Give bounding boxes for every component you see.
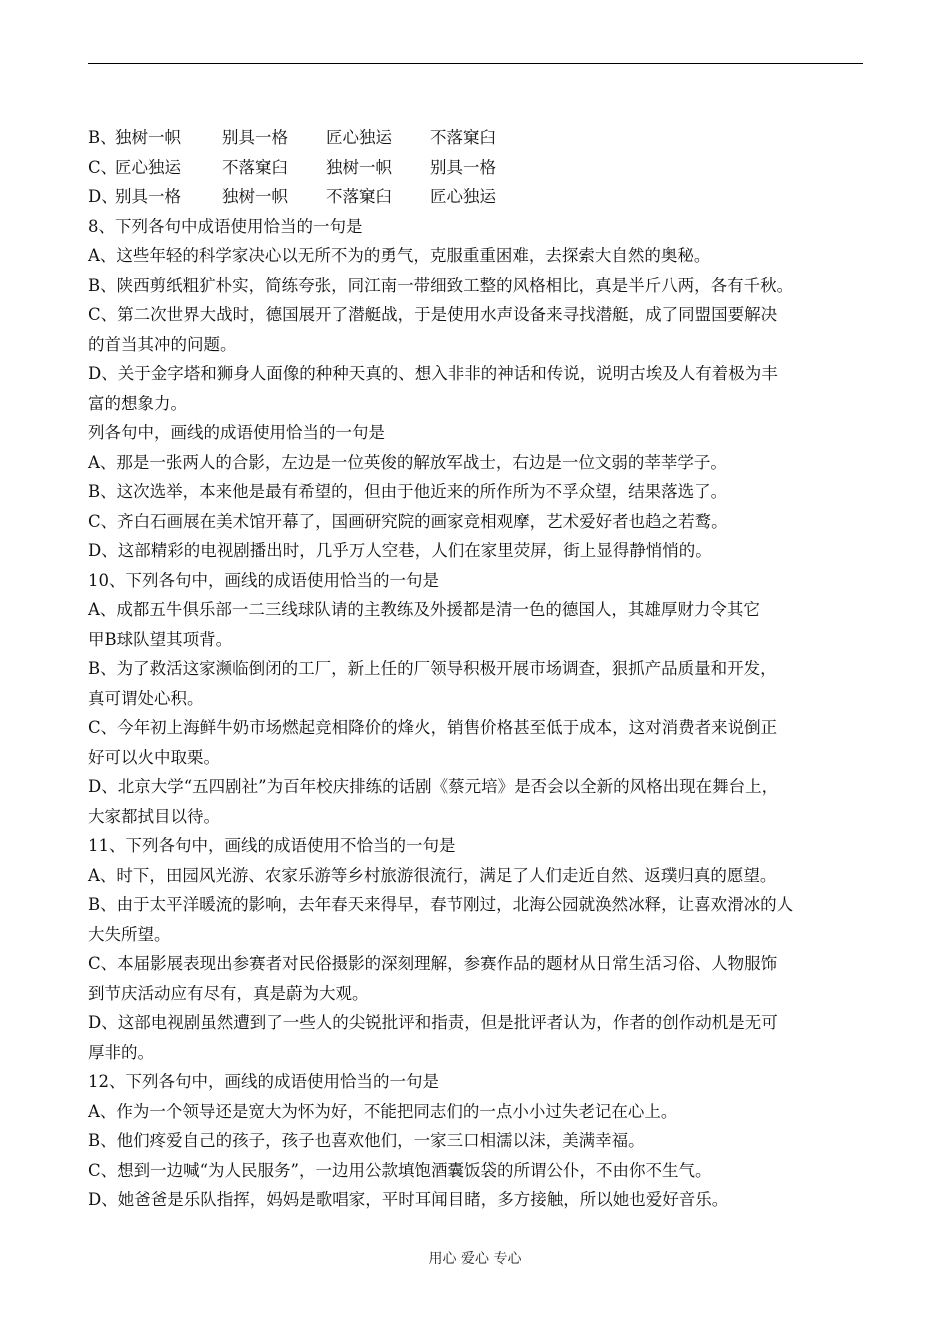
option-item: 不落窠臼 bbox=[326, 187, 392, 206]
question-10-stem: 10、下列各句中，画线的成语使用恰当的一句是 bbox=[88, 570, 439, 590]
question-12-stem: 12、下列各句中，画线的成语使用恰当的一句是 bbox=[88, 1072, 439, 1091]
question-11-option-b: B、由于太平洋暖流的影响，去年春天来得早，春节刚过，北海公园就涣然冰释，让喜欢滑冰的人 bbox=[88, 895, 794, 914]
option-item: 不落窠臼 bbox=[430, 128, 496, 147]
question-10-option-d: D、北京大学“五四剧社”为百年校庆排练的话剧《蔡元培》是否会以全新的风格出现在舞台上， bbox=[88, 777, 779, 796]
option-item: 匠心独运 bbox=[115, 157, 181, 177]
option-label: C、 bbox=[88, 157, 118, 177]
question-12-option-a: A、作为一个领导还是宽大为怀为好，不能把同志们的一点小小过失老记在心上。 bbox=[88, 1101, 678, 1121]
option-row-b bbox=[88, 123, 868, 153]
question-11-option-c: C、本届影展表现出参赛者对民俗摄影的深刻理解，参赛作品的题材从日常生活习俗、人物服饰 bbox=[88, 954, 778, 973]
question-12-option-d: D、她爸爸是乐队指挥，妈妈是歌唱家，平时耳闻目睹，多方接触，所以她也爱好音乐。 bbox=[88, 1190, 729, 1209]
header-rule bbox=[88, 63, 863, 64]
question-9-option-b: B、这次选举，本来他是最有希望的，但由于他近来的所作所为不孚众望，结果落选了。 bbox=[88, 482, 728, 501]
question-9-option-a: A、那是一张两人的合影，左边是一位英俊的解放军战士，右边是一位文弱的莘莘学子。 bbox=[88, 452, 727, 472]
option-row-d bbox=[88, 182, 868, 212]
question-8-option-b: B、陕西剪纸粗犷朴实，简练夸张，同江南一带细致工整的风格相比，真是半斤八两，各有千秋。 bbox=[88, 275, 794, 295]
question-10-option-a-cont: 甲B球队望其项背。 bbox=[88, 629, 233, 649]
question-10-option-d-cont: 大家都拭目以待。 bbox=[88, 806, 220, 826]
question-11-option-b-cont: 大失所望。 bbox=[88, 924, 171, 944]
option-row-c bbox=[88, 153, 868, 183]
question-8-option-d: D、关于金字塔和狮身人面像的种种天真的、想入非非的神话和传说，说明古埃及人有着极为丰 bbox=[88, 364, 778, 383]
question-11-stem: 11、下列各句中，画线的成语使用不恰当的一句是 bbox=[88, 836, 456, 855]
option-item: 匠心独运 bbox=[326, 128, 392, 147]
option-item: 匠心独运 bbox=[430, 187, 496, 206]
document-body bbox=[88, 123, 868, 1215]
option-item: 独树一帜 bbox=[326, 157, 392, 177]
question-9-option-c: C、齐白石画展在美术馆开幕了，国画研究院的画家竞相观摩，艺术爱好者也趋之若鹜。 bbox=[88, 511, 728, 531]
question-11-option-c-cont: 到节庆活动应有尽有，真是蔚为大观。 bbox=[88, 983, 369, 1003]
option-label: D、 bbox=[88, 187, 118, 206]
question-11-option-d-cont: 厚非的。 bbox=[88, 1042, 154, 1062]
page-footer: 用心 爱心 专心 bbox=[428, 1251, 522, 1267]
option-item: 不落窠臼 bbox=[222, 157, 288, 177]
question-11-option-d: D、这部电视剧虽然遭到了一些人的尖锐批评和指责，但是批评者认为，作者的创作动机是无可 bbox=[88, 1013, 778, 1032]
question-10-option-a: A、成都五牛俱乐部一二三线球队请的主教练及外援都是清一色的德国人，其雄厚财力令其它 bbox=[88, 600, 760, 619]
question-12-option-c: C、想到一边喊“为人民服务”，一边用公款填饱酒囊饭袋的所谓公仆，不由你不生气。 bbox=[88, 1160, 712, 1180]
option-item: 独树一帜 bbox=[222, 187, 288, 206]
question-8-stem: 8、下列各句中成语使用恰当的一句是 bbox=[88, 216, 363, 236]
question-10-option-c-cont: 好可以火中取栗。 bbox=[88, 747, 220, 767]
question-9-stem: 列各句中，画线的成语使用恰当的一句是 bbox=[88, 423, 385, 442]
question-8-option-a: A、这些年轻的科学家决心以无所不为的勇气，克服重重困难，去探索大自然的奥秘。 bbox=[88, 246, 711, 265]
question-10-option-b-cont: 真可谓处心积。 bbox=[88, 688, 204, 708]
question-12-option-b: B、他们疼爱自己的孩子，孩子也喜欢他们，一家三口相濡以沫，美满幸福。 bbox=[88, 1131, 645, 1150]
question-10-option-b: B、为了救活这家濒临倒闭的工厂，新上任的厂领导积极开展市场调查，狠抓产品质量和开发， bbox=[88, 659, 777, 678]
question-11-option-a: A、时下，田园风光游、农家乐游等乡村旅游很流行，满足了人们走近自然、返璞归真的愿望。 bbox=[88, 865, 777, 885]
question-8-option-c-cont: 的首当其冲的问题。 bbox=[88, 334, 237, 354]
question-9-option-d: D、这部精彩的电视剧播出时，几乎万人空巷，人们在家里荧屏，街上显得静悄悄的。 bbox=[88, 541, 712, 560]
option-item: 别具一格 bbox=[430, 157, 496, 177]
option-item: 别具一格 bbox=[115, 187, 181, 206]
question-10-option-c: C、今年初上海鲜牛奶市场燃起竞相降价的烽火，销售价格甚至低于成本，这对消费者来说倒正 bbox=[88, 718, 778, 737]
question-8-option-d-cont: 富的想象力。 bbox=[88, 393, 187, 413]
question-8-option-c: C、第二次世界大战时，德国展开了潜艇战，于是使用水声设备来寻找潜艇，成了同盟国要解决 bbox=[88, 305, 778, 324]
option-item: 别具一格 bbox=[222, 128, 288, 147]
option-item: 独树一帜 bbox=[115, 128, 181, 147]
option-label: B、 bbox=[88, 128, 117, 147]
